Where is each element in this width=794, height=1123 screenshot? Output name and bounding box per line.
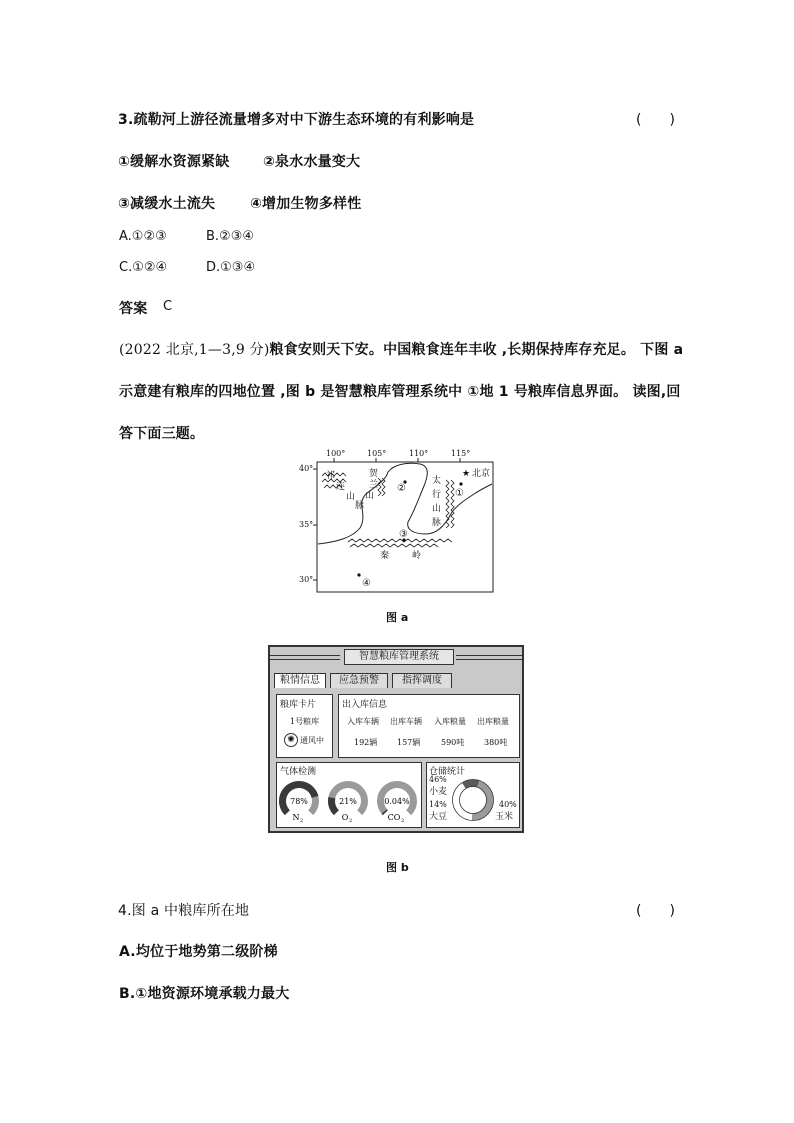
system-title: 智慧粮库管理系统 (344, 649, 454, 665)
gauge-value: 0.04% (384, 797, 410, 806)
card-status: 通风中 (300, 736, 324, 745)
label-shan-q: 山 (346, 492, 356, 502)
site-1-label: ① (455, 488, 464, 499)
donut-slice (464, 783, 478, 786)
question-4-stem: 4.图 a 中粮库所在地 (118, 903, 250, 919)
card-granary-name: 1号粮库 (290, 717, 320, 726)
gauge-value: 78% (290, 797, 308, 806)
q3-item-2: ②泉水水量变大 (263, 154, 361, 170)
q3-item-1: ①缓解水资源紧缺 (118, 154, 230, 170)
label-shan-t: 山 (432, 504, 442, 514)
label-hang: 行 (432, 490, 442, 500)
gauge-gas-label: CO (387, 813, 401, 822)
storage-corn-value: 40% (499, 800, 517, 809)
inout-header-out-vehicles: 出库车辆 (390, 717, 422, 726)
gauge-gas-subscript: 2 (300, 818, 304, 824)
label-beijing: 北京 (472, 469, 491, 479)
question-3-stem: 3.疏勒河上游径流量增多对中下游生态环境的有利影响是 (118, 112, 475, 128)
gas-title: 气体检测 (280, 767, 317, 777)
helan-mountain-marks (378, 478, 385, 496)
gauge-fill (384, 812, 385, 813)
inout-value-out-grain: 380吨 (484, 738, 508, 747)
question-4-answer-paren: ( ) (636, 903, 675, 919)
q4-option-b: B.①地资源环境承载力最大 (119, 986, 290, 1002)
intro-line-3: 答下面三题。 (119, 426, 205, 442)
intro-line-2: 示意建有粮库的四地位置 ,图 b 是智慧粮库管理系统中 ①地 1 号粮库信息界面。 读图,回 (119, 384, 681, 400)
q3-item-4: ④增加生物多样性 (250, 196, 362, 212)
label-tai: 太 (432, 476, 442, 486)
lat-label-35: 35° (299, 520, 314, 529)
inout-title: 出入库信息 (342, 700, 388, 710)
figure-b-caption: 图 b (386, 861, 409, 874)
site-4-dot (357, 573, 360, 576)
lon-label-105: 105° (367, 449, 387, 458)
question-3-answer-paren: ( ) (636, 112, 675, 128)
figure-b-granary-system (268, 645, 524, 833)
donut-inner-edge (460, 787, 487, 814)
lat-label-30: 30° (299, 575, 314, 584)
granary-card (276, 694, 333, 758)
q3-option-b: B.②③④ (206, 229, 255, 244)
q3-option-a: A.①②③ (119, 229, 167, 244)
card-title: 粮库卡片 (280, 700, 317, 710)
storage-title: 仓储统计 (429, 767, 466, 777)
site-2-label: ② (397, 483, 406, 494)
storage-soy-name: 大豆 (429, 812, 448, 822)
storage-soy-value: 14% (429, 800, 447, 809)
beijing-star-icon: ★ (462, 469, 471, 479)
label-lan: 兰 (369, 480, 379, 490)
inout-value-in-grain: 590吨 (441, 738, 465, 747)
gauge-value: 21% (339, 797, 357, 806)
label-he: 贺 (369, 469, 379, 479)
taihang-mountain-marks (446, 480, 454, 528)
tab-emergency-warning[interactable]: 应急预警 (330, 673, 388, 688)
label-mai-q: 脉 (355, 501, 365, 511)
lat-label-40: 40° (299, 464, 314, 473)
fan-icon: ✺ (284, 733, 298, 747)
gas-gauges (277, 763, 423, 829)
label-ling: 岭 (412, 551, 422, 561)
qinling-mountain-marks (348, 539, 452, 547)
answer-value: C (163, 299, 173, 314)
storage-wheat-name: 小麦 (429, 787, 448, 797)
label-qi: 祁 (326, 471, 336, 481)
storage-stats (426, 762, 520, 828)
inout-header-in-grain: 入库粮量 (434, 717, 466, 726)
gauge-gas-subscript: 2 (401, 818, 405, 824)
site-3-label: ③ (399, 529, 408, 540)
q3-option-d: D.①③④ (206, 260, 256, 275)
site-1-dot (459, 482, 462, 485)
label-qin: 秦 (380, 551, 390, 561)
lon-label-115: 115° (451, 449, 471, 458)
inout-header-out-grain: 出库粮量 (477, 717, 509, 726)
figure-a-caption: 图 a (386, 611, 409, 624)
inout-info (338, 694, 520, 758)
gauge-gas-label: N (292, 813, 300, 822)
q4-option-a: A.均位于地势第二级阶梯 (119, 944, 278, 960)
gas-detection (276, 762, 422, 828)
intro-text-1: 粮食安则天下安。中国粮食连年丰收 ,长期保持库存充足。 下图 a (269, 342, 684, 358)
label-lian: 连 (336, 482, 346, 492)
inout-value-out-vehicles: 157辆 (397, 738, 421, 747)
inout-value-in-vehicles: 192辆 (354, 738, 378, 747)
storage-corn-name: 玉米 (495, 812, 514, 822)
gauge-gas-subscript: 2 (349, 818, 353, 824)
lon-label-100: 100° (326, 449, 346, 458)
storage-wheat-value: 46% (429, 775, 447, 784)
label-shan-h: 山 (365, 491, 375, 501)
answer-label: 答案 (119, 301, 148, 317)
gauge-gas-label: O (341, 813, 349, 822)
q3-item-3: ③减缓水土流失 (118, 196, 216, 212)
q3-option-c: C.①②④ (119, 260, 168, 275)
intro-source: (2022 北京,1—3,9 分) (119, 342, 270, 358)
figure-a-map (296, 446, 496, 596)
label-mai-t: 脉 (432, 518, 442, 528)
tab-grain-info[interactable]: 粮情信息 (274, 673, 326, 688)
lon-label-110: 110° (409, 449, 429, 458)
inout-header-in-vehicles: 入库车辆 (347, 717, 379, 726)
intro-line-1 (119, 339, 683, 359)
tab-command-dispatch[interactable]: 指挥调度 (392, 673, 452, 688)
site-4-label: ④ (362, 578, 371, 589)
